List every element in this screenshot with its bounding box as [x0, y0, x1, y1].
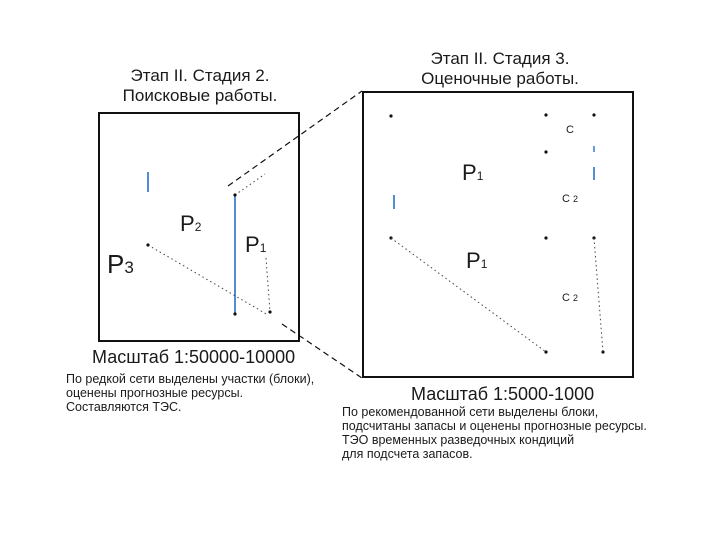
connector-top — [228, 91, 362, 186]
right-scale: Масштаб 1:5000-1000 — [411, 384, 595, 404]
right-label-c2-upper — [562, 193, 578, 205]
right-label-c2-lower-main: C — [562, 292, 570, 304]
left-note-line2: оценены прогнозные ресурсы. — [66, 386, 244, 400]
left-label-p3-sub: 3 — [124, 258, 134, 277]
left-note-line3: Составляются ТЭС. — [66, 400, 182, 414]
right-dotted-vertical — [594, 238, 603, 352]
left-label-p1-sub: 1 — [259, 241, 267, 255]
right-dot-2 — [544, 113, 547, 116]
left-note — [66, 372, 314, 414]
right-label-c2-upper-main: C — [562, 193, 570, 205]
left-scale: Масштаб 1:50000-10000 — [92, 347, 296, 367]
left-label-p1-main: P — [245, 232, 260, 257]
right-dot-3 — [592, 113, 595, 116]
left-title-line1: Этап II. Стадия 2. — [130, 66, 270, 85]
right-label-p1-lower-main: P — [466, 248, 481, 273]
right-dot-6 — [544, 236, 547, 239]
left-dot-1 — [146, 243, 149, 246]
right-label-c2-lower-sub: 2 — [573, 293, 579, 303]
left-dot-3 — [233, 312, 236, 315]
right-note-line1: По рекомендованной сети выделены блоки, — [342, 405, 599, 419]
right-label-p1-upper-sub: 1 — [476, 169, 484, 183]
left-dot-2 — [233, 193, 236, 196]
right-label-c2-lower — [562, 292, 578, 304]
left-label-p3 — [107, 249, 134, 279]
right-note-line3: ТЭО временных разведочных кондиций — [342, 433, 575, 447]
right-title-line1: Этап II. Стадия 3. — [430, 49, 570, 68]
right-note-line4: для подсчета запасов. — [342, 447, 473, 461]
right-label-c2-upper-sub: 2 — [573, 194, 579, 204]
right-note-line2: подсчитаны запасы и оценены прогнозные ресурсы. — [342, 419, 647, 433]
right-label-p1-upper-main: P — [462, 160, 477, 185]
left-note-line1: По редкой сети выделены участки (блоки), — [66, 372, 315, 386]
right-label-p1-lower-sub: 1 — [480, 257, 488, 271]
right-dot-1 — [389, 114, 392, 117]
right-note — [342, 405, 647, 461]
right-label-c-top: C — [566, 124, 574, 136]
right-label-p1-lower — [466, 250, 487, 275]
right-dot-4 — [544, 150, 547, 153]
left-label-p2-main: P — [180, 211, 195, 236]
left-label-p1 — [245, 234, 266, 259]
right-title-line2: Оценочные работы. — [421, 69, 579, 88]
left-title-line2: Поисковые работы. — [122, 86, 278, 105]
left-label-p2-sub: 2 — [194, 220, 202, 234]
right-label-p1-upper — [462, 162, 483, 187]
left-dot-4 — [268, 310, 271, 313]
left-label-p2 — [180, 213, 201, 238]
left-dotted-vertical — [266, 258, 270, 312]
left-label-p3-main: P — [107, 249, 125, 279]
